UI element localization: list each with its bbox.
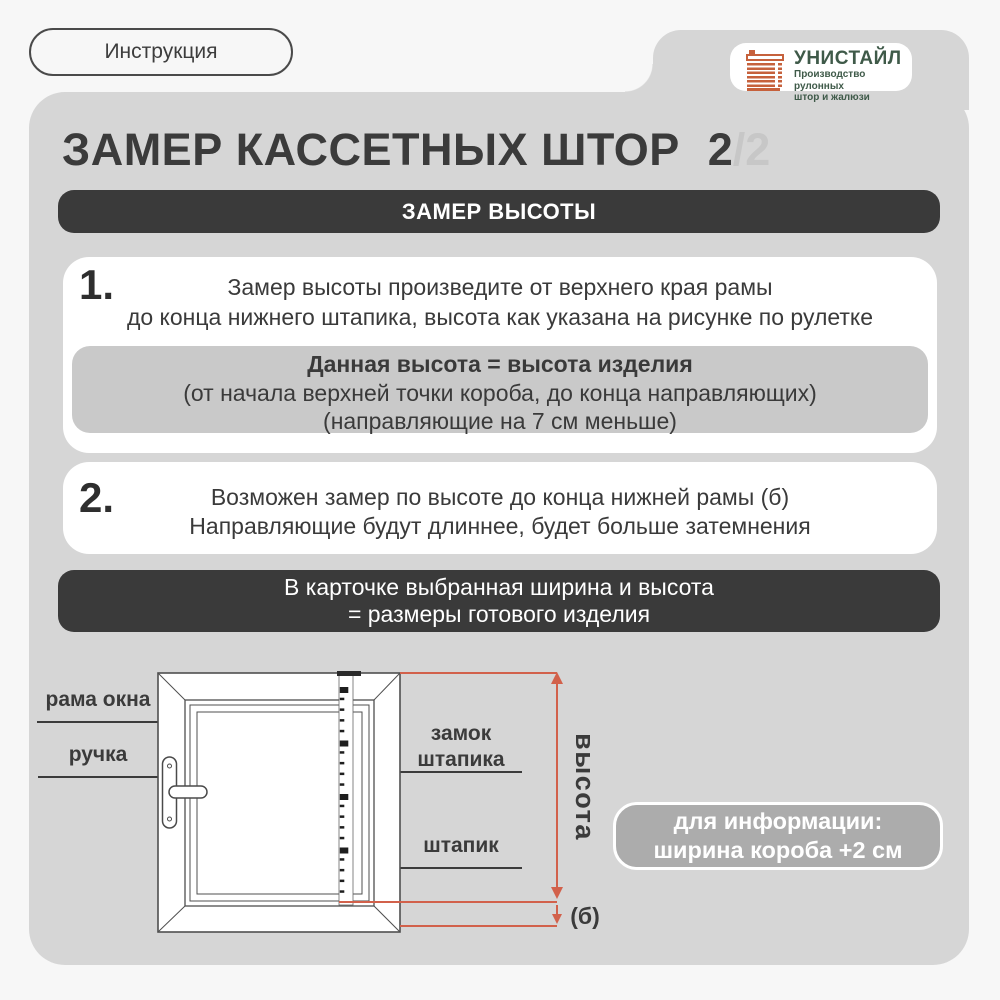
- step-2-text: [63, 462, 937, 541]
- footer-bar: [58, 570, 940, 632]
- handle-lever: [169, 786, 207, 798]
- window-frame-drawing: [158, 673, 400, 932]
- page-title-row: [62, 124, 770, 176]
- info-box-line1: для информации:: [673, 808, 883, 834]
- step-1-number: 1.: [79, 261, 115, 308]
- label-b-mark: (б): [570, 903, 600, 929]
- note-bold-line: Данная высота = высота изделия: [307, 351, 693, 377]
- section-bar-label: ЗАМЕР ВЫСОТЫ: [401, 198, 597, 224]
- blinds-ladder-dots: [778, 63, 782, 87]
- label-bead-lock-line1: замок: [430, 722, 492, 745]
- section-bar-height: [58, 190, 940, 233]
- step-2-line1: Возможен замер по высоте до конца нижней рамы (б): [210, 484, 790, 510]
- card-tab-fillet: [625, 64, 653, 92]
- note-line2: (от начала верхней точки короба, до конца направляющих): [183, 379, 817, 406]
- step-1-line2: до конца нижнего штапика, высота как указана на рисунке по рулетке: [126, 304, 874, 330]
- arrowhead-down: [551, 887, 563, 899]
- brand-tagline-line2: штор и жалюзи: [794, 92, 870, 103]
- brand-tagline-line1: Производство рулонных: [794, 69, 866, 92]
- label-window-frame: рама окна: [45, 688, 151, 711]
- footer-bar-line2: = размеры готового изделия: [347, 601, 651, 627]
- page-title: ЗАМЕР КАССЕТНЫХ ШТОР: [62, 124, 680, 175]
- step-1-text: [63, 257, 937, 332]
- step-2-box: [63, 462, 937, 554]
- page-total: /2: [732, 124, 771, 175]
- page-indicator: [708, 124, 771, 176]
- footer-bar-line1: В карточке выбранная ширина и высота: [284, 573, 714, 600]
- label-handle: ручка: [68, 743, 128, 766]
- label-bead-lock-line2: штапика: [417, 748, 505, 771]
- blinds-cassette: [746, 54, 784, 61]
- brand-logo: [730, 43, 912, 103]
- instruction-badge-label: Инструкция: [104, 40, 218, 63]
- roller-blinds-icon: [746, 50, 788, 88]
- note-line3: (направляющие на 7 см меньше): [323, 408, 677, 434]
- glazing-bead-frame: [197, 712, 362, 894]
- brand-name: УНИСТАЙЛ: [794, 48, 902, 69]
- instruction-badge: [29, 28, 293, 76]
- step-1-note-box: [72, 346, 928, 433]
- label-bead: штапик: [423, 834, 499, 857]
- step-1-box: [63, 257, 937, 453]
- blinds-bottom-rail: [747, 88, 780, 91]
- arrowhead-down-b: [552, 914, 562, 924]
- step-2-number: 2.: [79, 474, 115, 521]
- label-height-vertical: высота: [570, 733, 600, 841]
- step-1-line1: Замер высоты произведите от верхнего края рамы: [227, 274, 773, 300]
- blinds-slats: [747, 63, 775, 87]
- tape-hook: [337, 671, 361, 676]
- label-bead-lock: [400, 721, 522, 773]
- brand-tagline: [794, 69, 912, 104]
- info-box: [613, 802, 943, 870]
- step-2-line2: Направляющие будут длиннее, будет больше затемнения: [189, 513, 811, 539]
- info-box-line2: ширина короба +2 см: [653, 837, 903, 863]
- page-current: 2: [707, 124, 733, 175]
